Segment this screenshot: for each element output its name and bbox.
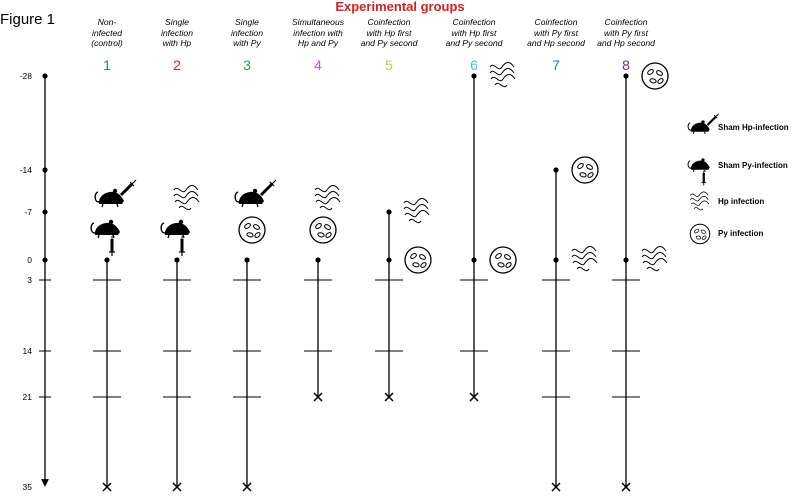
group-start-dot	[623, 73, 628, 78]
axis-day-dot	[42, 209, 47, 214]
figure-label: Figure 1	[0, 11, 56, 28]
legend-label: Sham Py-infection	[718, 161, 788, 170]
group-number: 8	[622, 57, 630, 73]
group-description-line: and Py second	[445, 38, 503, 48]
py-parasite-icon	[642, 63, 668, 89]
axis-layer	[39, 73, 640, 483]
legend-label: Sham Hp-infection	[718, 123, 789, 132]
day-label: -14	[19, 165, 32, 175]
py-parasite-icon	[572, 157, 598, 183]
hp-worm-icon	[642, 247, 667, 271]
group-description-line: with Py	[233, 38, 261, 48]
group-description-line: with Hp first	[451, 27, 497, 38]
group-start-dot	[553, 167, 558, 172]
diagram-title: Experimental groups	[335, 0, 465, 14]
axis-start-dot	[42, 73, 47, 78]
group-description-line: infection with	[293, 27, 343, 38]
py-parasite-icon	[405, 247, 431, 273]
legend-layer	[688, 114, 719, 244]
sham-hp-icon	[235, 180, 276, 207]
group-lines-layer	[93, 73, 640, 491]
group-description-line: Single	[235, 17, 259, 27]
hp-worm-icon	[690, 192, 709, 210]
group-day0-dot	[623, 257, 628, 262]
group-description-line: Hp and Py	[297, 38, 339, 48]
py-parasite-icon	[490, 247, 516, 273]
sham-hp-icon	[688, 114, 719, 134]
sham-hp-icon	[95, 180, 136, 207]
legend-label: Py infection	[718, 229, 764, 238]
group-description-line: infection	[230, 27, 263, 38]
sham-py-icon	[91, 220, 120, 256]
group-start-dot	[244, 257, 249, 262]
group-description-line: Non-	[97, 17, 117, 27]
py-parasite-icon	[239, 217, 265, 243]
hp-worm-icon	[572, 247, 597, 271]
day-label: -7	[24, 207, 32, 217]
hp-worm-icon	[315, 186, 340, 210]
group-description-line: Coinfection	[367, 17, 411, 27]
group-description-line: infection	[160, 27, 193, 38]
event-icons-layer	[91, 63, 668, 274]
group-start-dot	[174, 257, 179, 262]
group-day0-dot	[471, 257, 476, 262]
py-parasite-icon	[310, 217, 336, 243]
group-start-dot	[315, 257, 320, 262]
group-number: 3	[243, 57, 251, 73]
group-description-line: with Hp first	[366, 27, 412, 38]
group-description-line: with Hp	[162, 38, 192, 48]
day-label: 35	[22, 482, 32, 492]
group-description-line: and Hp second	[527, 38, 585, 48]
sham-py-icon	[161, 220, 190, 256]
day-label: 0	[27, 255, 32, 265]
group-number: 4	[314, 57, 322, 73]
group-description-line: infected	[91, 27, 123, 38]
hp-worm-icon	[174, 186, 199, 210]
group-description-line: and Py second	[360, 38, 418, 48]
group-number: 2	[173, 57, 181, 73]
group-description-line: with Py first	[534, 27, 578, 38]
legend-label: Hp infection	[718, 197, 765, 206]
group-description-line: and Hp second	[597, 38, 655, 48]
hp-worm-icon	[404, 199, 429, 223]
group-description-line: Coinfection	[452, 17, 496, 27]
group-description-line: Simultaneous	[291, 17, 345, 27]
day-label: 21	[22, 392, 32, 402]
axis-day-dot	[42, 167, 47, 172]
group-description-line: (control)	[91, 38, 123, 48]
group-start-dot	[386, 209, 391, 214]
group-number: 7	[552, 57, 560, 73]
day-label: 3	[27, 275, 32, 285]
group-number: 1	[103, 57, 111, 73]
day-label: -28	[19, 71, 32, 81]
day-label: 14	[22, 346, 32, 356]
group-day0-dot	[553, 257, 558, 262]
group-start-dot	[471, 73, 476, 78]
group-description-line: Single	[165, 17, 189, 27]
py-parasite-icon	[690, 224, 710, 244]
axis-day-dot	[42, 257, 47, 262]
group-description-line: Coinfection	[604, 17, 648, 27]
group-start-dot	[104, 257, 109, 262]
group-number: 5	[385, 57, 393, 73]
group-description-line: Coinfection	[534, 17, 578, 27]
group-description-line: with Py first	[604, 27, 648, 38]
group-number: 6	[470, 57, 478, 73]
sham-py-icon	[688, 158, 710, 185]
hp-worm-icon	[490, 63, 515, 87]
group-day0-dot	[386, 257, 391, 262]
